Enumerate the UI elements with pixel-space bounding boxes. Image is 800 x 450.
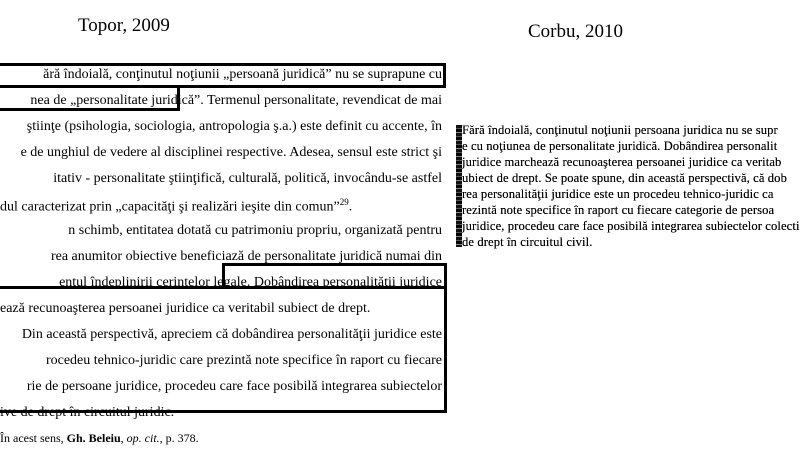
footnote-author: Gh. Beleiu (66, 431, 121, 445)
footnote-page: , p. 378. (159, 431, 199, 445)
left-line-1: ără îndoială, conţinutul noţiunii „persoană juridică” nu se suprapune cu (43, 67, 442, 82)
left-line-13: rie de persoane juridice, procedeu care face posibilă integrarea subiectelor (26, 379, 442, 394)
left-line-3: ştiinţe (psihologia, sociologia, antropologia ş.a.) este definit cu accente, în (26, 119, 442, 134)
footnote-reference: 29 (339, 197, 349, 207)
footnote-prefix: În acest sens, (0, 431, 67, 445)
left-line-2: nea de „personalitate juridică”. Termenul personalitate, revendicat de mai (30, 93, 442, 108)
right-line-2: e cu noţiunea de personalitate juridică. Dobândirea personalit (462, 139, 778, 153)
left-line-7: n schimb, entitatea dotată cu patrimoniu propriu, organizată pentru (68, 223, 442, 238)
left-line-6: dul caracterizat prin „capacităţi şi realizări ieşite din comun”$^{29}$. (0, 197, 353, 215)
right-heading: Corbu, 2010 (528, 21, 623, 42)
right-line-3: juridice marchează recunoaşterea persoanei juridice ca veritab (462, 155, 782, 169)
right-line-5: rea personalităţii juridice este un procedeu tehnico-juridic ca (462, 187, 774, 201)
left-line-8: rea anumitor obiective beneficiază de personalitate juridică numai din (50, 249, 442, 264)
right-line-6: rezintă note specifice în raport cu fiecare categorie de persoa (462, 203, 775, 217)
left-line-5: itativ - personalitate ştiinţifică, culturală, politică, invocându-se astfel (53, 171, 442, 186)
left-line-10: ează recunoaşterea persoanei juridice ca veritabil subiect de drept. (0, 301, 371, 316)
left-line-6-text: dul caracterizat prin „capacităţi şi realizări ieşite din comun” (0, 199, 340, 215)
left-line-4: e de unghiul de vedere al disciplinei respective. Adesea, sensul este strict şi (20, 145, 442, 160)
right-line-4: ubiect de drept. Se poate spune, din această perspectivă, că dob (462, 171, 787, 185)
left-heading: Topor, 2009 (78, 15, 170, 36)
left-line-9: entul îndeplinirii cerinţelor legale. Dobândirea personalităţii juridice (59, 275, 442, 290)
left-text-panel (0, 60, 452, 450)
right-line-8: de drept în circuitul civil. (462, 235, 593, 249)
right-line-7: juridice, procedeu care face posibilă integrarea subiectelor colecti (462, 219, 800, 233)
right-text-panel (452, 118, 800, 258)
footnote-opcit: op. cit. (126, 431, 160, 445)
left-line-12: rocedeu tehnico-juridic care prezintă note specifice în raport cu fiecare (45, 353, 442, 368)
right-line-1: Fără îndoială, conţinutul noţiunii persoana juridica nu se supr (462, 123, 778, 137)
left-line-11: Din această perspectivă, apreciem că dobândirea personalităţii juridice este (21, 327, 442, 342)
left-line-14: ive de drept în circuitul juridic. (0, 405, 175, 420)
footnote-sep: , (120, 431, 127, 445)
footnote (0, 432, 199, 444)
